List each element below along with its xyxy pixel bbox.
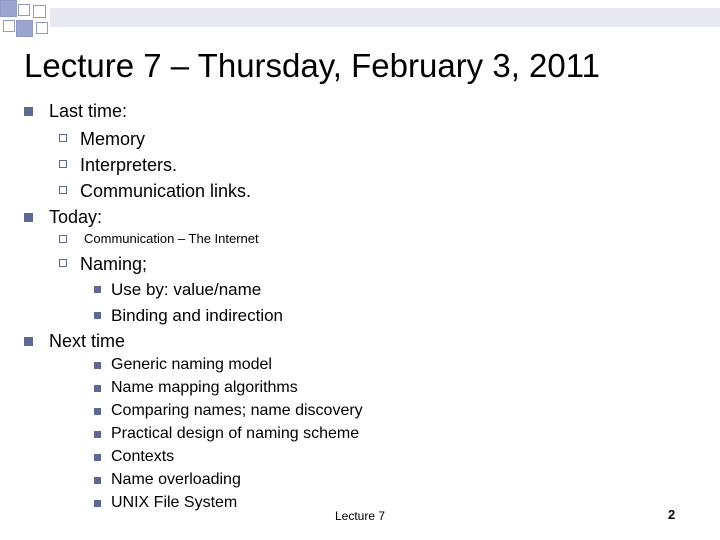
list-item: Name mapping algorithms	[111, 379, 298, 396]
bullet-square-icon	[94, 408, 101, 415]
bullet-square-icon	[94, 286, 101, 293]
list-item: Binding and indirection	[111, 306, 284, 325]
last-time-heading: Last time:	[49, 101, 128, 121]
bullet-square-icon	[94, 454, 101, 461]
decor-square	[18, 4, 30, 16]
bullet-square-icon	[24, 213, 33, 222]
checkbox-bullet-icon	[59, 186, 67, 194]
checkbox-bullet-icon	[59, 160, 67, 168]
bullet-square-icon	[94, 312, 101, 319]
decor-square	[3, 20, 15, 32]
list-item: Contexts	[111, 448, 175, 465]
list-item: Name overloading	[111, 471, 241, 488]
list-item: UNIX File System	[111, 494, 238, 511]
checkbox-bullet-icon	[59, 134, 67, 142]
next-time-heading: Next time	[49, 331, 126, 351]
list-item: Naming;	[80, 254, 148, 274]
list-item: Practical design of naming scheme	[111, 425, 360, 442]
decor-square	[36, 22, 48, 34]
bullet-square-icon	[24, 337, 33, 346]
list-item: Comparing names; name discovery	[111, 402, 363, 419]
bullet-square-icon	[94, 385, 101, 392]
decor-square	[0, 0, 17, 17]
header-band	[50, 8, 720, 27]
page-number: 2	[668, 507, 676, 522]
list-item: Generic naming model	[111, 356, 272, 373]
bullet-square-icon	[94, 431, 101, 438]
today-heading: Today:	[49, 207, 103, 227]
checkbox-bullet-icon	[59, 259, 67, 267]
bullet-square-icon	[94, 362, 101, 369]
list-item: Memory	[80, 129, 146, 149]
decor-square	[33, 5, 46, 18]
checkbox-bullet-icon	[59, 235, 67, 243]
list-item: Communication links.	[80, 181, 252, 201]
list-item: Communication – The Internet	[84, 231, 259, 246]
slide-footer: Lecture 7	[335, 509, 386, 523]
list-item: Use by: value/name	[111, 280, 262, 299]
bullet-square-icon	[94, 477, 101, 484]
bullet-square-icon	[94, 500, 101, 507]
header-decoration	[0, 0, 720, 40]
bullet-square-icon	[24, 107, 33, 116]
list-item: Interpreters.	[80, 155, 178, 175]
decor-square	[16, 20, 33, 37]
slide-title: Lecture 7 – Thursday, February 3, 2011	[24, 47, 601, 84]
